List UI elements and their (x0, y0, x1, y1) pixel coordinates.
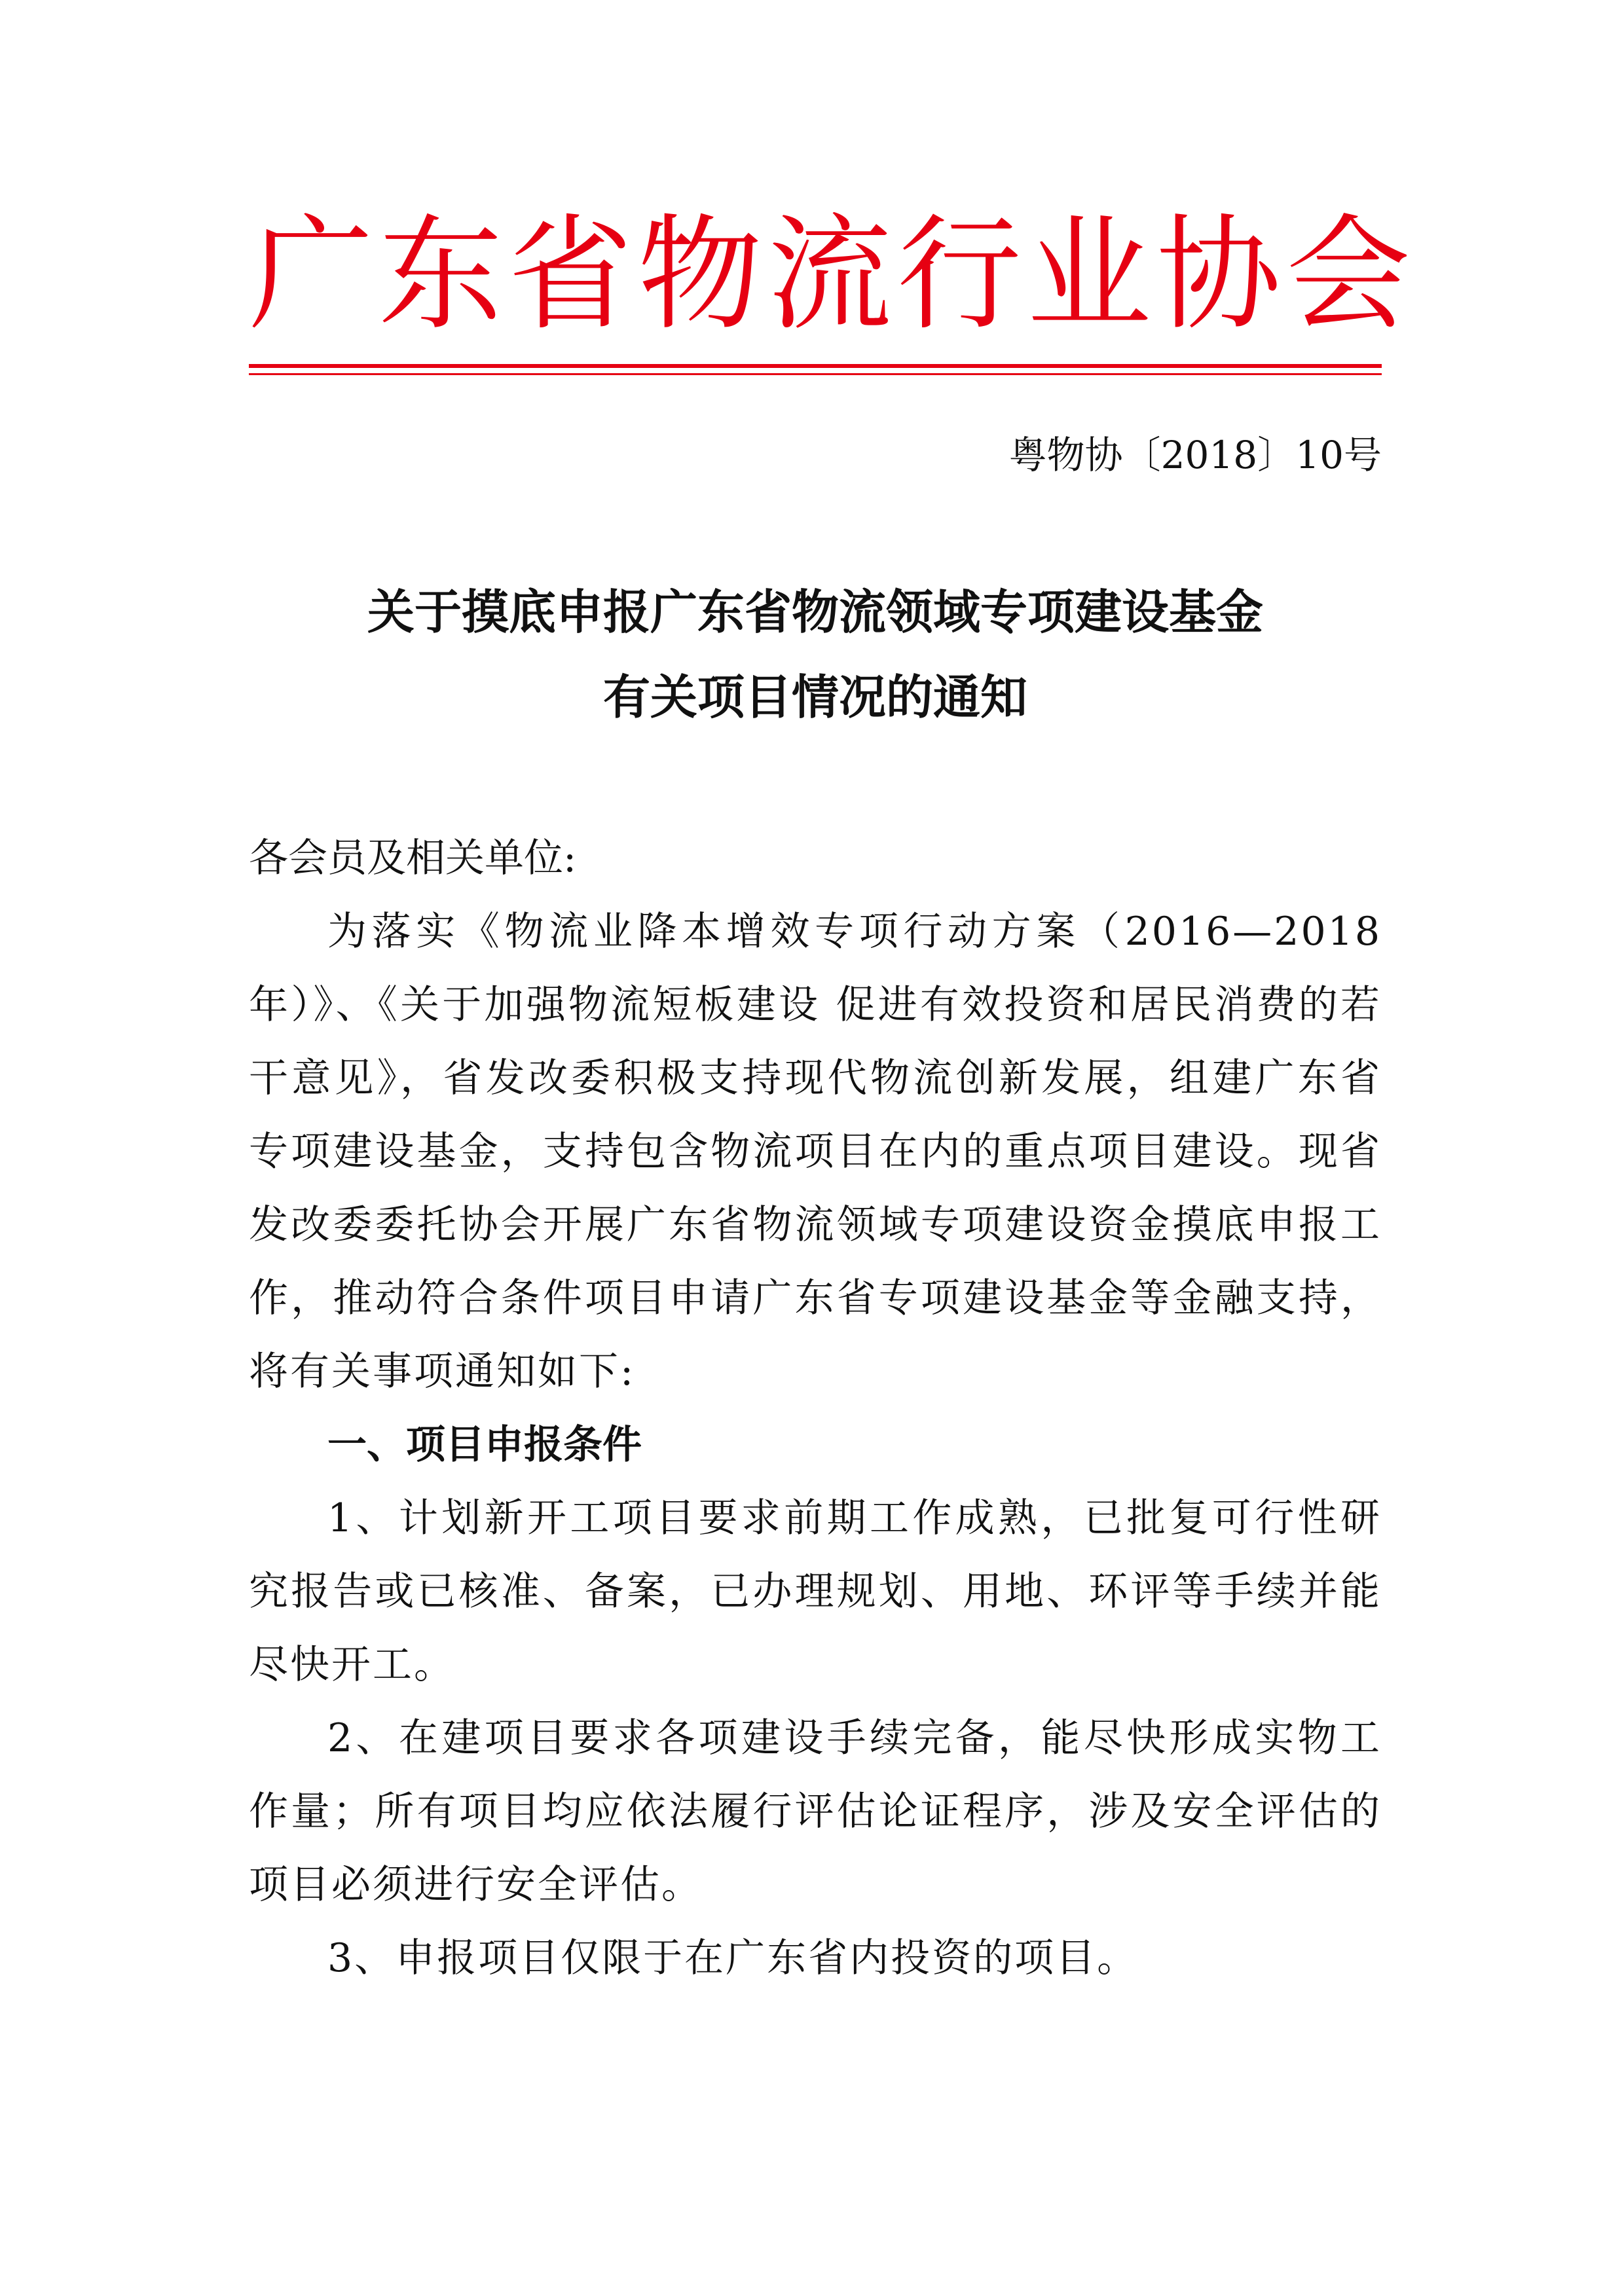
document-number: 粤物协〔2018〕10号 (1008, 433, 1382, 477)
condition-item-2: 2、在建项目要求各项建设手续完备，能尽快形成实物工作量；所有项目均应依法履行评估论证程序，涉及安全评估的项目必须进行安全评估。 (249, 1715, 1382, 1908)
section-heading-1: 一、项目申报条件 (327, 1422, 642, 1468)
notice-title-line-2: 有关项目情况的通知 (602, 670, 1027, 725)
salutation: 各会员及相关单位: (249, 835, 577, 881)
notice-title-line-1: 关于摸底申报广东省物流领域专项建设基金 (367, 585, 1263, 640)
organization-masthead: 广东省物流行业协会 (249, 202, 1416, 347)
condition-item-3: 3、申报项目仅限于在广东省内投资的项目。 (327, 1935, 1139, 1981)
condition-item-1: 1、计划新开工项目要求前期工作成熟，已批复可行性研究报告或已核准、备案，已办理规划、用地、环评等手续并能尽快开工。 (249, 1495, 1382, 1688)
masthead-rule-thick (249, 364, 1382, 368)
masthead-rule-thin (249, 373, 1382, 375)
intro-paragraph: 为落实《物流业降本增效专项行动方案（2016—2018年）》、《关于加强物流短板建设 促进有效投资和居民消费的若干意见》，省发改委积极支持现代物流创新发展，组建广东省专项建设基金，支持包含物流项目在内的重点项目建设。现省发改委委托协会开展广东省物流领域专项建设资金摸底申报工作，推动符合条件项目申请广东省专项建设基金等金融支持，将有关事项通知如下: (249, 909, 1382, 1394)
